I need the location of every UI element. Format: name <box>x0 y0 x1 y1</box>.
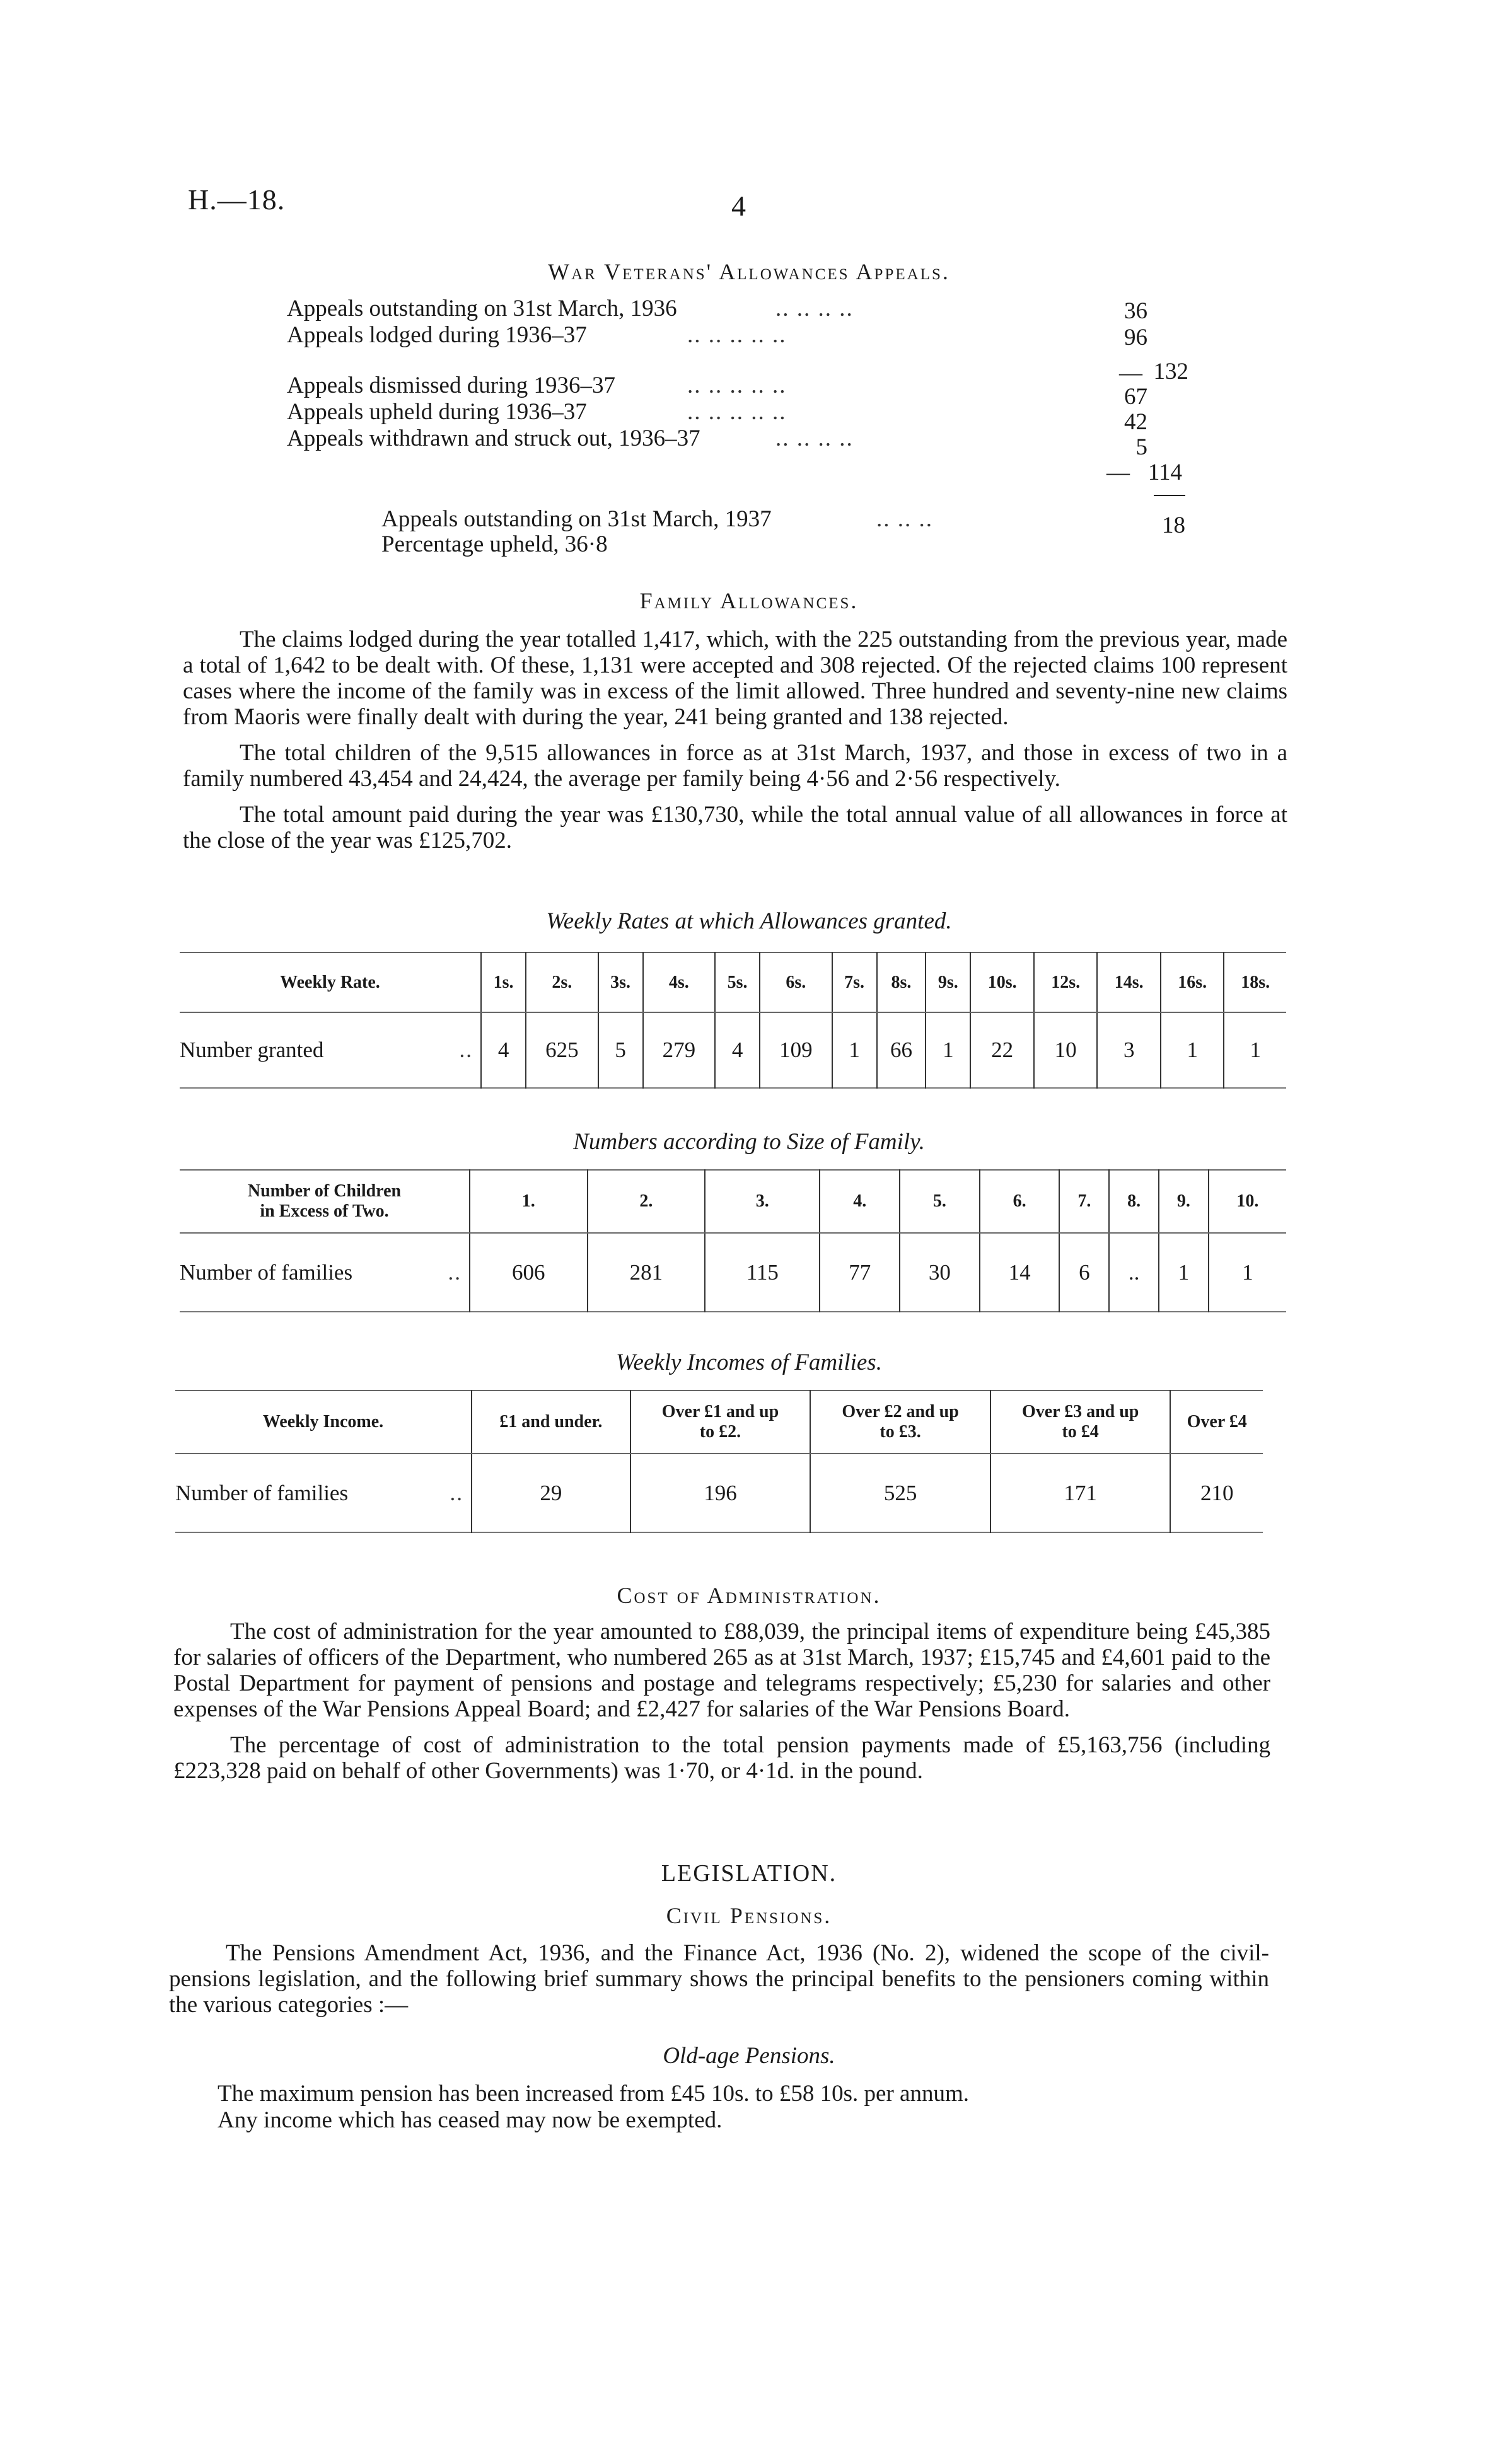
paragraph: The Pensions Amendment Act, 1936, and the Finance Act, 1936 (No. 2), widened the scope of the civil-pensions legislation, and the following brief summary shows the principal benefits to the pensioners coming within the various categories :— <box>169 1940 1269 2018</box>
table-header: 14s. <box>1097 952 1161 1012</box>
appeals-subtotal: 114 <box>1147 460 1182 485</box>
table-header: 5. <box>900 1170 980 1233</box>
table-header: 4s. <box>643 952 715 1012</box>
table-header: 8s. <box>877 952 926 1012</box>
income-table <box>175 1390 1263 1533</box>
table-cell: 109 <box>760 1012 832 1088</box>
header-line: to £2. <box>699 1422 741 1442</box>
table-header: 9. <box>1159 1170 1209 1233</box>
appeals-row-label: Appeals withdrawn and struck out, 1936–37 <box>287 425 700 451</box>
size-table-caption: Numbers according to Size of Family. <box>573 1129 925 1155</box>
table-cell: 4 <box>481 1012 526 1088</box>
paragraph: The total children of the 9,515 allowances in force as at 31st March, 1937, and those in excess of two in a family numbered 43,454 and 24,424, the average per family being 4·56 and 2·56 respectively. <box>183 740 1287 792</box>
paragraph: The total amount paid during the year was £130,730, while the total annual value of all allowances in force at the close of the year was £125,702. <box>183 802 1287 853</box>
table-cell: 625 <box>526 1012 598 1088</box>
oldage-line: The maximum pension has been increased from £45 10s. to £58 10s. per annum. <box>218 2081 969 2107</box>
appeals-row-value: 36 <box>1124 298 1147 324</box>
page-number: 4 <box>731 190 746 222</box>
sum-rule <box>1154 495 1185 496</box>
appeals-row-value: 67 <box>1124 384 1147 410</box>
table-cell: 210 <box>1170 1454 1263 1532</box>
legislation-text <box>169 1940 1269 2028</box>
leader-dots: .. .. .. <box>876 506 933 532</box>
appeals-row-label: Appeals outstanding on 31st March, 1936 <box>287 296 677 321</box>
table-header: 5s. <box>715 952 760 1012</box>
appeals-row-value: 5 <box>1135 434 1147 460</box>
header-line: Over £4 <box>1187 1412 1247 1432</box>
header-line: to £4 <box>1062 1422 1099 1442</box>
header-line: Number of Children <box>247 1181 402 1201</box>
leader-dots: .. .. .. .. .. <box>687 373 787 398</box>
table-header: 6s. <box>760 952 832 1012</box>
paragraph: The claims lodged during the year totalled 1,417, which, with the 225 outstanding from the previous year, made a total of 1,642 to be dealt with. Of these, 1,131 were accepted and 308 rejected. Of the rejected claims 100 represent cases where the income of the family was in excess of the limit allowed. Three hundred and seventy-nine new claims from Maoris were finally dealt with during the year, 241 being granted and 138 rejected. <box>183 627 1287 730</box>
table-header: 10. <box>1209 1170 1286 1233</box>
table-header: 7s. <box>832 952 877 1012</box>
table-cell: 196 <box>630 1454 811 1532</box>
leader-dots: .. .. .. .. <box>775 425 854 451</box>
table-cell: 171 <box>990 1454 1171 1532</box>
table-cell: 606 <box>470 1233 588 1312</box>
header-line: in Excess of Two. <box>260 1201 389 1221</box>
rates-table-caption: Weekly Rates at which Allowances granted. <box>546 908 952 934</box>
table-cell: 30 <box>900 1233 980 1312</box>
table-header: 18s. <box>1224 952 1286 1012</box>
rates-table <box>180 952 1286 1089</box>
row-label-text: Number of families <box>175 1480 349 1505</box>
leader-dots: .. .. .. .. <box>775 296 854 321</box>
table-cell: 281 <box>588 1233 705 1312</box>
appeals-percentage: Percentage upheld, 36·8 <box>381 531 608 557</box>
table-header: Weekly Rate. <box>180 952 481 1012</box>
table-cell: 3 <box>1097 1012 1161 1088</box>
appeals-outstanding-label: Appeals outstanding on 31st March, 1937 <box>381 506 772 532</box>
appeals-subtotal: 132 <box>1153 359 1188 385</box>
table-row-label: Number of families .. <box>180 1259 462 1285</box>
table-header: 2. <box>588 1170 705 1233</box>
dash: — <box>1106 460 1130 485</box>
header-line: Over £1 and up <box>661 1402 779 1421</box>
appeals-outstanding-value: 18 <box>1162 512 1185 538</box>
table-header <box>810 1391 990 1454</box>
table-cell: 1 <box>1209 1233 1286 1312</box>
leader-dots: .. .. .. .. .. <box>687 322 787 348</box>
table-cell: 6 <box>1059 1233 1109 1312</box>
header-line: to £3. <box>880 1422 921 1442</box>
table-header: 3s. <box>598 952 643 1012</box>
header-line: Over £2 and up <box>842 1402 959 1421</box>
paragraph: The cost of administration for the year amounted to £88,039, the principal items of expenditure being £45,385 for salaries of officers of the Department, who numbered 265 as at 31st March, 1937; £15,745 and £4,601 paid to the Postal Department for payment of pensions and postage and telegrams respectively; £5,230 for salaries and other expenses of the War Pensions Appeal Board; and £2,427 for salaries of the War Pensions Board. <box>173 1619 1270 1722</box>
table-cell: 10 <box>1034 1012 1098 1088</box>
table-header: 9s. <box>926 952 970 1012</box>
table-cell: 1 <box>1159 1233 1209 1312</box>
leader-dots: .. .. .. .. .. <box>687 399 787 425</box>
paragraph: The percentage of cost of administration to the total pension payments made of £5,163,756 (including £223,328 paid on behalf of other Governments) was 1·70, or 4·1d. in the pound. <box>173 1732 1270 1784</box>
table-cell: 525 <box>810 1454 990 1532</box>
table-cell: 1 <box>832 1012 877 1088</box>
row-label-text: Number of families <box>180 1259 353 1285</box>
dash: — <box>1119 360 1142 386</box>
table-cell: 29 <box>472 1454 630 1532</box>
table-header: 6. <box>980 1170 1060 1233</box>
table-cell: 1 <box>1224 1012 1286 1088</box>
appeals-row-label: Appeals lodged during 1936–37 <box>287 322 587 348</box>
table-header <box>630 1391 811 1454</box>
table-header: 3. <box>705 1170 820 1233</box>
table-header: 10s. <box>970 952 1034 1012</box>
table-cell: 77 <box>820 1233 900 1312</box>
table-cell: .. <box>1109 1233 1159 1312</box>
table-header: 7. <box>1059 1170 1109 1233</box>
legislation-heading: LEGISLATION. <box>661 1860 837 1887</box>
appeals-row-label: Appeals dismissed during 1936–37 <box>287 373 616 398</box>
cost-text <box>173 1619 1270 1794</box>
table-cell: 4 <box>715 1012 760 1088</box>
table-cell: 1 <box>926 1012 970 1088</box>
table-cell: 66 <box>877 1012 926 1088</box>
table-header: 1. <box>470 1170 588 1233</box>
oldage-heading: Old-age Pensions. <box>663 2043 835 2069</box>
appeals-row-label: Appeals upheld during 1936–37 <box>287 399 587 425</box>
income-table-caption: Weekly Incomes of Families. <box>616 1350 882 1375</box>
table-header: 8. <box>1109 1170 1159 1233</box>
appeals-row-value: 42 <box>1124 409 1147 435</box>
table-row-label: Number of families .. <box>175 1480 463 1505</box>
table-header: 1s. <box>481 952 526 1012</box>
family-text <box>183 627 1287 864</box>
table-header: 2s. <box>526 952 598 1012</box>
table-header: 4. <box>820 1170 900 1233</box>
header-line: Over £3 and up <box>1021 1402 1139 1421</box>
family-heading: Family Allowances. <box>639 588 859 613</box>
table-cell: 5 <box>598 1012 643 1088</box>
appeals-row-value: 96 <box>1124 325 1147 350</box>
table-cell: 22 <box>970 1012 1034 1088</box>
table-header <box>472 1391 630 1454</box>
header-line: £1 and under. <box>499 1412 603 1432</box>
table-header: Weekly Income. <box>175 1391 472 1454</box>
civil-pensions-heading: Civil Pensions. <box>666 1903 832 1928</box>
table-header: 16s. <box>1161 952 1224 1012</box>
table-row-label: Number granted .. <box>180 1038 473 1062</box>
table-header <box>180 1170 470 1233</box>
oldage-line: Any income which has ceased may now be exempted. <box>218 2107 723 2133</box>
cost-heading: Cost of Administration. <box>617 1583 881 1608</box>
page-identifier: H.—18. <box>188 183 286 216</box>
table-cell: 14 <box>980 1233 1060 1312</box>
size-table <box>180 1169 1286 1312</box>
appeals-heading: War Veterans' Allowances Appeals. <box>548 259 950 284</box>
table-cell: 1 <box>1161 1012 1224 1088</box>
table-header <box>1170 1391 1263 1454</box>
row-label-text: Number granted <box>180 1038 324 1062</box>
table-header <box>990 1391 1171 1454</box>
table-header: 12s. <box>1034 952 1098 1012</box>
table-cell: 279 <box>643 1012 715 1088</box>
table-cell: 115 <box>705 1233 820 1312</box>
